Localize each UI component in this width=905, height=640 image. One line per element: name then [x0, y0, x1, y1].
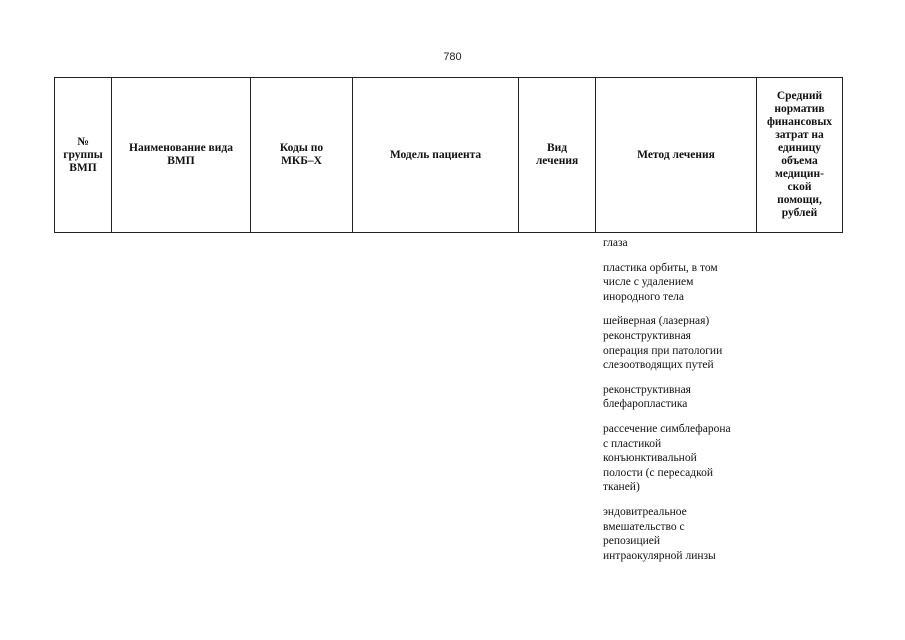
method-item: рассечение симблефарона с пластикой конъюнктивальной полости (с пересадкой тканей)	[603, 422, 731, 494]
treatment-method-list	[603, 236, 758, 563]
header-average-cost: Средний норматив финансовых затрат на единицу объема медицин- ской помощи, рублей	[757, 78, 843, 233]
method-item: эндовитреальное вмешательство с репозицией интраокулярной линзы	[603, 505, 716, 562]
header-row	[55, 78, 843, 233]
header-icd-codes: Коды по МКБ–Х	[251, 78, 353, 233]
page-number: 780	[443, 51, 462, 63]
header-patient-model: Модель пациента	[353, 78, 519, 233]
method-item: глаза	[603, 237, 628, 249]
method-item: реконструктивная блефаропластика	[603, 383, 691, 411]
header-treatment-method: Метод лечения	[596, 78, 757, 233]
method-item: пластика орбиты, в том числе с удалением инородного тела	[603, 261, 718, 303]
header-group-number: № группы ВМП	[55, 78, 112, 233]
table-header	[54, 77, 843, 233]
header-vmp-type-name: Наименование вида ВМП	[112, 78, 251, 233]
header-treatment-type: Вид лечения	[519, 78, 596, 233]
method-item: шейверная (лазерная) реконструктивная операция при патологии слезоотводящих путей	[603, 315, 723, 372]
